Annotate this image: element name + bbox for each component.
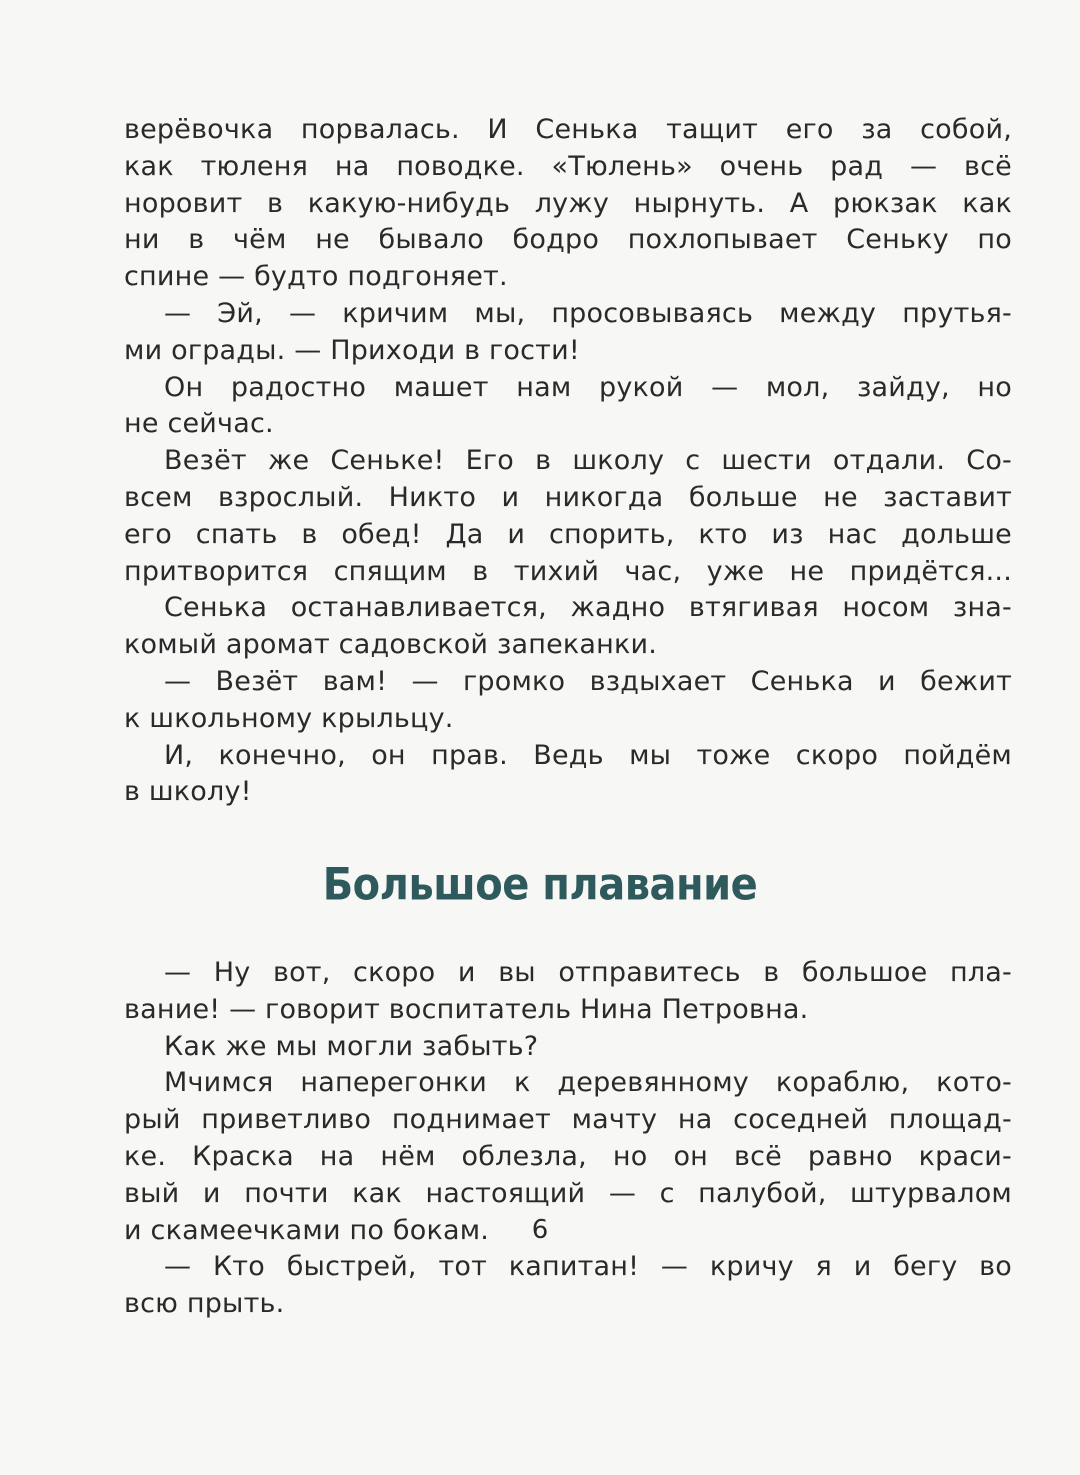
text-line: не сейчас.: [124, 408, 274, 440]
chapter-title: Большое плавание: [322, 859, 758, 911]
text-line: рый приветливо поднимает мачту на соседней площад-: [124, 1104, 1012, 1136]
text-line: — Кто быстрей, тот капитан! — кричу я и бегу во: [164, 1251, 1012, 1283]
text-line: Мчимся наперегонки к деревянному кораблю, кото-: [164, 1067, 1012, 1099]
text-line: как тюленя на поводке. «Тюлень» очень рад — всё: [124, 150, 1012, 182]
text-line: и скамеечками по бокам.: [124, 1214, 490, 1246]
text-line: комый аромат садовской запеканки.: [124, 629, 658, 661]
text-line: всем взрослый. Никто и никогда больше не заставит: [124, 481, 1012, 513]
text-line: Везёт же Сеньке! Его в школу с шести отдали. Со-: [164, 445, 1012, 477]
text-line: в школу!: [124, 776, 252, 808]
text-line: — Везёт вам! — громко вздыхает Сенька и бежит: [164, 665, 1012, 697]
story-text-bottom: [124, 955, 1012, 1323]
text-line: вый и почти как настоящий — с палубой, штурвалом: [124, 1177, 1012, 1209]
text-line: Сенька останавливается, жадно втягивая носом зна-: [164, 592, 1012, 624]
text-line: И, конечно, он прав. Ведь мы тоже скоро пойдём: [164, 739, 1012, 771]
text-line: — Эй, — кричим мы, просовываясь между прутья-: [164, 297, 1012, 329]
page-number: 6: [531, 1215, 549, 1245]
text-line: к школьному крыльцу.: [124, 702, 454, 734]
text-line: притворится спящим в тихий час, уже не придётся...: [124, 555, 1012, 587]
text-line: ми ограды. — Приходи в гости!: [124, 334, 580, 366]
text-line: его спать в обед! Да и спорить, кто из нас дольше: [124, 518, 1012, 550]
story-text-top: [124, 112, 1012, 811]
text-line: верёвочка порвалась. И Сенька тащит его за собой,: [124, 114, 1012, 145]
text-line: — Ну вот, скоро и вы отправитесь в большое пла-: [164, 957, 1012, 988]
text-line: норовит в какую-нибудь лужу нырнуть. А рюкзак как: [124, 187, 1012, 219]
text-line: Как же мы могли забыть?: [164, 1030, 539, 1062]
text-line: ни в чём не бывало бодро похлопывает Сеньку по: [124, 224, 1012, 256]
text-line: Он радостно машет нам рукой — мол, зайду, но: [164, 371, 1012, 403]
text-line: вание! — говорит воспитатель Нина Петровна.: [124, 993, 809, 1025]
text-line: всю прыть.: [124, 1288, 285, 1320]
text-line: ке. Краска на нём облезла, но он всё равно краси-: [124, 1140, 1012, 1172]
text-line: спине — будто подгоняет.: [124, 261, 508, 293]
